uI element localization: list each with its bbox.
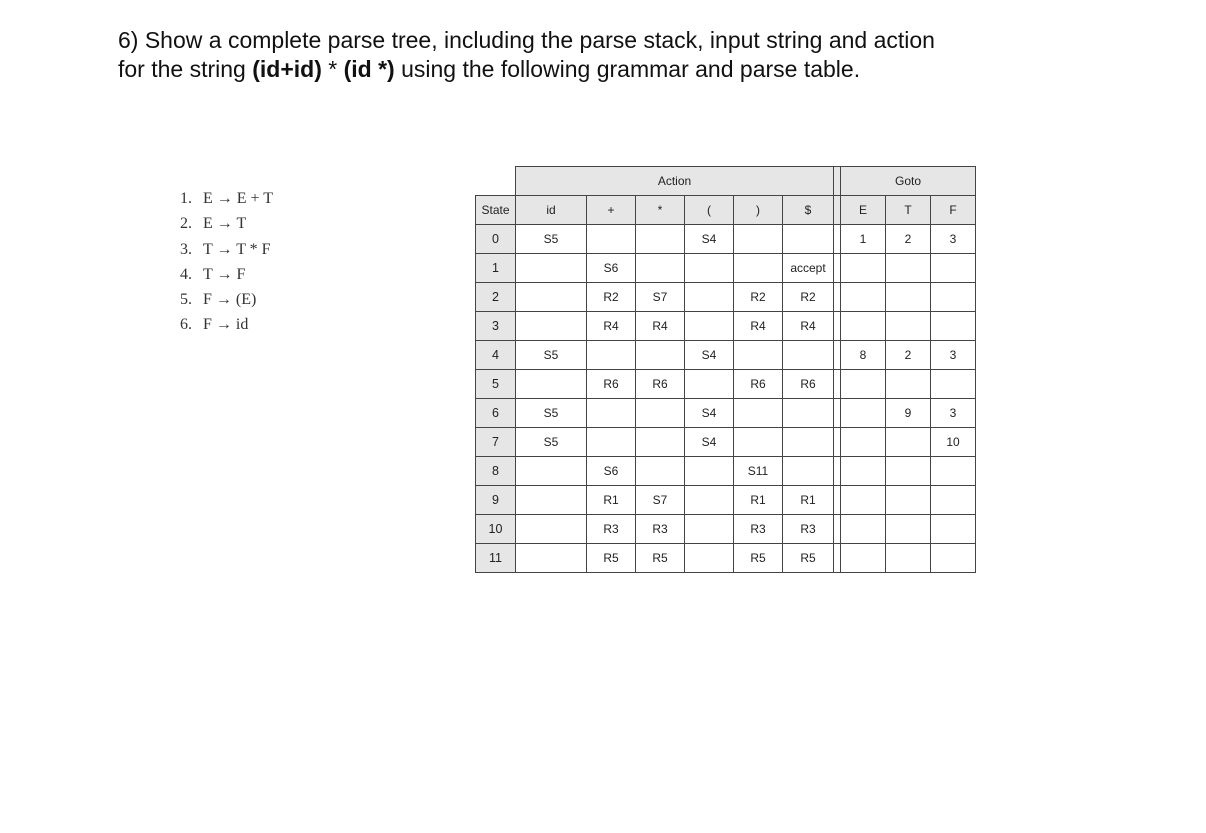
cell-F — [931, 515, 976, 544]
grammar-rule-text: F → id — [203, 316, 249, 334]
cell-plus: R5 — [587, 544, 636, 573]
grammar-rule-number: 4. — [180, 265, 192, 283]
cell-star — [636, 457, 685, 486]
column-separator — [834, 457, 841, 486]
cell-id — [516, 515, 587, 544]
table-row — [476, 486, 976, 515]
cell-rparen: R5 — [734, 544, 783, 573]
cell-E — [841, 428, 886, 457]
cell-star — [636, 225, 685, 254]
cell-lparen — [685, 283, 734, 312]
parse-table — [475, 166, 976, 573]
column-header-plus: + — [587, 196, 636, 225]
cell-E — [841, 312, 886, 341]
cell-dollar: R5 — [783, 544, 834, 573]
cell-lparen — [685, 312, 734, 341]
table-row — [476, 544, 976, 573]
table-group-header-row — [476, 167, 976, 196]
cell-dollar — [783, 341, 834, 370]
cell-lparen: S4 — [685, 428, 734, 457]
table-row — [476, 399, 976, 428]
cell-state: 8 — [476, 457, 516, 486]
cell-T — [886, 428, 931, 457]
column-header-star: * — [636, 196, 685, 225]
cell-plus: R1 — [587, 486, 636, 515]
column-separator — [834, 341, 841, 370]
table-corner — [476, 167, 516, 196]
cell-id — [516, 457, 587, 486]
table-row — [476, 254, 976, 283]
table-row — [476, 515, 976, 544]
grammar-rule — [180, 287, 273, 312]
cell-E — [841, 399, 886, 428]
cell-plus — [587, 225, 636, 254]
cell-id: S5 — [516, 428, 587, 457]
cell-E — [841, 544, 886, 573]
table-row — [476, 370, 976, 399]
cell-star — [636, 428, 685, 457]
cell-lparen: S4 — [685, 341, 734, 370]
cell-F — [931, 370, 976, 399]
grammar-rule-number: 1. — [180, 190, 192, 207]
cell-rparen: R2 — [734, 283, 783, 312]
question-line-2-mid: * — [321, 56, 344, 82]
cell-id — [516, 312, 587, 341]
cell-plus: S6 — [587, 457, 636, 486]
cell-id — [516, 283, 587, 312]
cell-star — [636, 254, 685, 283]
grammar-rule-text: T → T * F — [203, 240, 271, 258]
grammar-rule-text: E → E + T — [203, 190, 274, 207]
column-separator — [834, 399, 841, 428]
column-separator — [834, 312, 841, 341]
table-row — [476, 457, 976, 486]
question-line-1: 6) Show a complete parse tree, including the parse stack, input string and action — [118, 27, 935, 53]
goto-group-header: Goto — [841, 167, 976, 196]
cell-T — [886, 515, 931, 544]
question-string-part-2: (id *) — [343, 56, 395, 82]
cell-rparen — [734, 225, 783, 254]
cell-lparen: S4 — [685, 399, 734, 428]
question-line-2 — [118, 55, 1118, 84]
cell-F — [931, 254, 976, 283]
cell-lparen — [685, 486, 734, 515]
cell-star: R3 — [636, 515, 685, 544]
cell-F: 3 — [931, 225, 976, 254]
cell-lparen — [685, 254, 734, 283]
table-row — [476, 312, 976, 341]
cell-T: 2 — [886, 341, 931, 370]
cell-star — [636, 341, 685, 370]
cell-dollar: accept — [783, 254, 834, 283]
table-row — [476, 428, 976, 457]
column-separator — [834, 428, 841, 457]
cell-id: S5 — [516, 399, 587, 428]
cell-rparen: R3 — [734, 515, 783, 544]
cell-plus — [587, 399, 636, 428]
grammar-rule-number: 3. — [180, 240, 192, 258]
column-separator — [834, 167, 841, 196]
cell-lparen — [685, 370, 734, 399]
cell-plus: R2 — [587, 283, 636, 312]
cell-E — [841, 254, 886, 283]
cell-T — [886, 312, 931, 341]
column-header-dollar: $ — [783, 196, 834, 225]
column-separator — [834, 254, 841, 283]
cell-E — [841, 515, 886, 544]
cell-star: S7 — [636, 283, 685, 312]
cell-id: S5 — [516, 225, 587, 254]
cell-rparen — [734, 254, 783, 283]
column-separator — [834, 225, 841, 254]
cell-plus: S6 — [587, 254, 636, 283]
cell-E — [841, 283, 886, 312]
grammar-rule-text: T → F — [203, 265, 246, 283]
cell-plus — [587, 341, 636, 370]
cell-id — [516, 370, 587, 399]
cell-F — [931, 457, 976, 486]
column-header-id: id — [516, 196, 587, 225]
grammar-rule — [180, 211, 273, 236]
cell-F — [931, 283, 976, 312]
cell-T — [886, 486, 931, 515]
cell-T: 9 — [886, 399, 931, 428]
cell-T: 2 — [886, 225, 931, 254]
cell-E: 8 — [841, 341, 886, 370]
cell-rparen — [734, 341, 783, 370]
action-group-header: Action — [516, 167, 834, 196]
cell-star: R6 — [636, 370, 685, 399]
cell-plus: R3 — [587, 515, 636, 544]
cell-T — [886, 457, 931, 486]
cell-state: 10 — [476, 515, 516, 544]
cell-lparen: S4 — [685, 225, 734, 254]
cell-F: 3 — [931, 399, 976, 428]
cell-state: 4 — [476, 341, 516, 370]
cell-T — [886, 254, 931, 283]
table-row — [476, 341, 976, 370]
cell-id: S5 — [516, 341, 587, 370]
cell-dollar: R6 — [783, 370, 834, 399]
cell-rparen — [734, 428, 783, 457]
table-row — [476, 283, 976, 312]
cell-state: 2 — [476, 283, 516, 312]
cell-F — [931, 312, 976, 341]
cell-dollar — [783, 399, 834, 428]
table-header-row — [476, 196, 976, 225]
cell-lparen — [685, 515, 734, 544]
cell-state: 9 — [476, 486, 516, 515]
cell-F: 10 — [931, 428, 976, 457]
cell-dollar — [783, 428, 834, 457]
column-separator — [834, 196, 841, 225]
cell-T — [886, 544, 931, 573]
column-separator — [834, 486, 841, 515]
cell-rparen — [734, 399, 783, 428]
cell-state: 6 — [476, 399, 516, 428]
grammar-rules — [180, 186, 273, 338]
cell-dollar — [783, 225, 834, 254]
cell-dollar: R4 — [783, 312, 834, 341]
cell-star — [636, 399, 685, 428]
grammar-rule — [180, 186, 273, 211]
cell-rparen: R6 — [734, 370, 783, 399]
cell-plus: R6 — [587, 370, 636, 399]
cell-T — [886, 283, 931, 312]
cell-dollar: R3 — [783, 515, 834, 544]
cell-T — [886, 370, 931, 399]
column-header-T: T — [886, 196, 931, 225]
grammar-rule-number: 2. — [180, 215, 192, 233]
grammar-rule-number: 5. — [180, 291, 192, 309]
column-header-F: F — [931, 196, 976, 225]
cell-E — [841, 486, 886, 515]
cell-dollar — [783, 457, 834, 486]
cell-E — [841, 457, 886, 486]
cell-star: R5 — [636, 544, 685, 573]
cell-state: 0 — [476, 225, 516, 254]
cell-plus — [587, 428, 636, 457]
cell-rparen: S11 — [734, 457, 783, 486]
question-line-2-pre: for the string — [118, 56, 253, 82]
cell-id — [516, 486, 587, 515]
cell-plus: R4 — [587, 312, 636, 341]
cell-F — [931, 544, 976, 573]
grammar-rule — [180, 312, 273, 337]
cell-dollar: R2 — [783, 283, 834, 312]
cell-state: 3 — [476, 312, 516, 341]
grammar-rule-number: 6. — [180, 316, 192, 334]
cell-star: S7 — [636, 486, 685, 515]
grammar-rule-text: F → (E) — [203, 291, 257, 309]
cell-state: 1 — [476, 254, 516, 283]
cell-star: R4 — [636, 312, 685, 341]
column-header-state: State — [476, 196, 516, 225]
table-row — [476, 225, 976, 254]
cell-state: 11 — [476, 544, 516, 573]
column-separator — [834, 544, 841, 573]
cell-lparen — [685, 544, 734, 573]
column-header-rparen: ) — [734, 196, 783, 225]
cell-F: 3 — [931, 341, 976, 370]
question-text — [118, 26, 1118, 84]
grammar-rule — [180, 262, 273, 287]
column-separator — [834, 370, 841, 399]
cell-rparen: R4 — [734, 312, 783, 341]
grammar-rule-text: E → T — [203, 215, 247, 233]
cell-rparen: R1 — [734, 486, 783, 515]
cell-E: 1 — [841, 225, 886, 254]
cell-state: 7 — [476, 428, 516, 457]
question-line-2-post: using the following grammar and parse table. — [394, 56, 861, 82]
cell-state: 5 — [476, 370, 516, 399]
column-separator — [834, 283, 841, 312]
cell-id — [516, 544, 587, 573]
grammar-rule — [180, 237, 273, 262]
cell-E — [841, 370, 886, 399]
cell-dollar: R1 — [783, 486, 834, 515]
column-separator — [834, 515, 841, 544]
cell-id — [516, 254, 587, 283]
column-header-lparen: ( — [685, 196, 734, 225]
cell-lparen — [685, 457, 734, 486]
cell-F — [931, 486, 976, 515]
question-string-part-1: (id+id) — [252, 56, 322, 82]
column-header-E: E — [841, 196, 886, 225]
